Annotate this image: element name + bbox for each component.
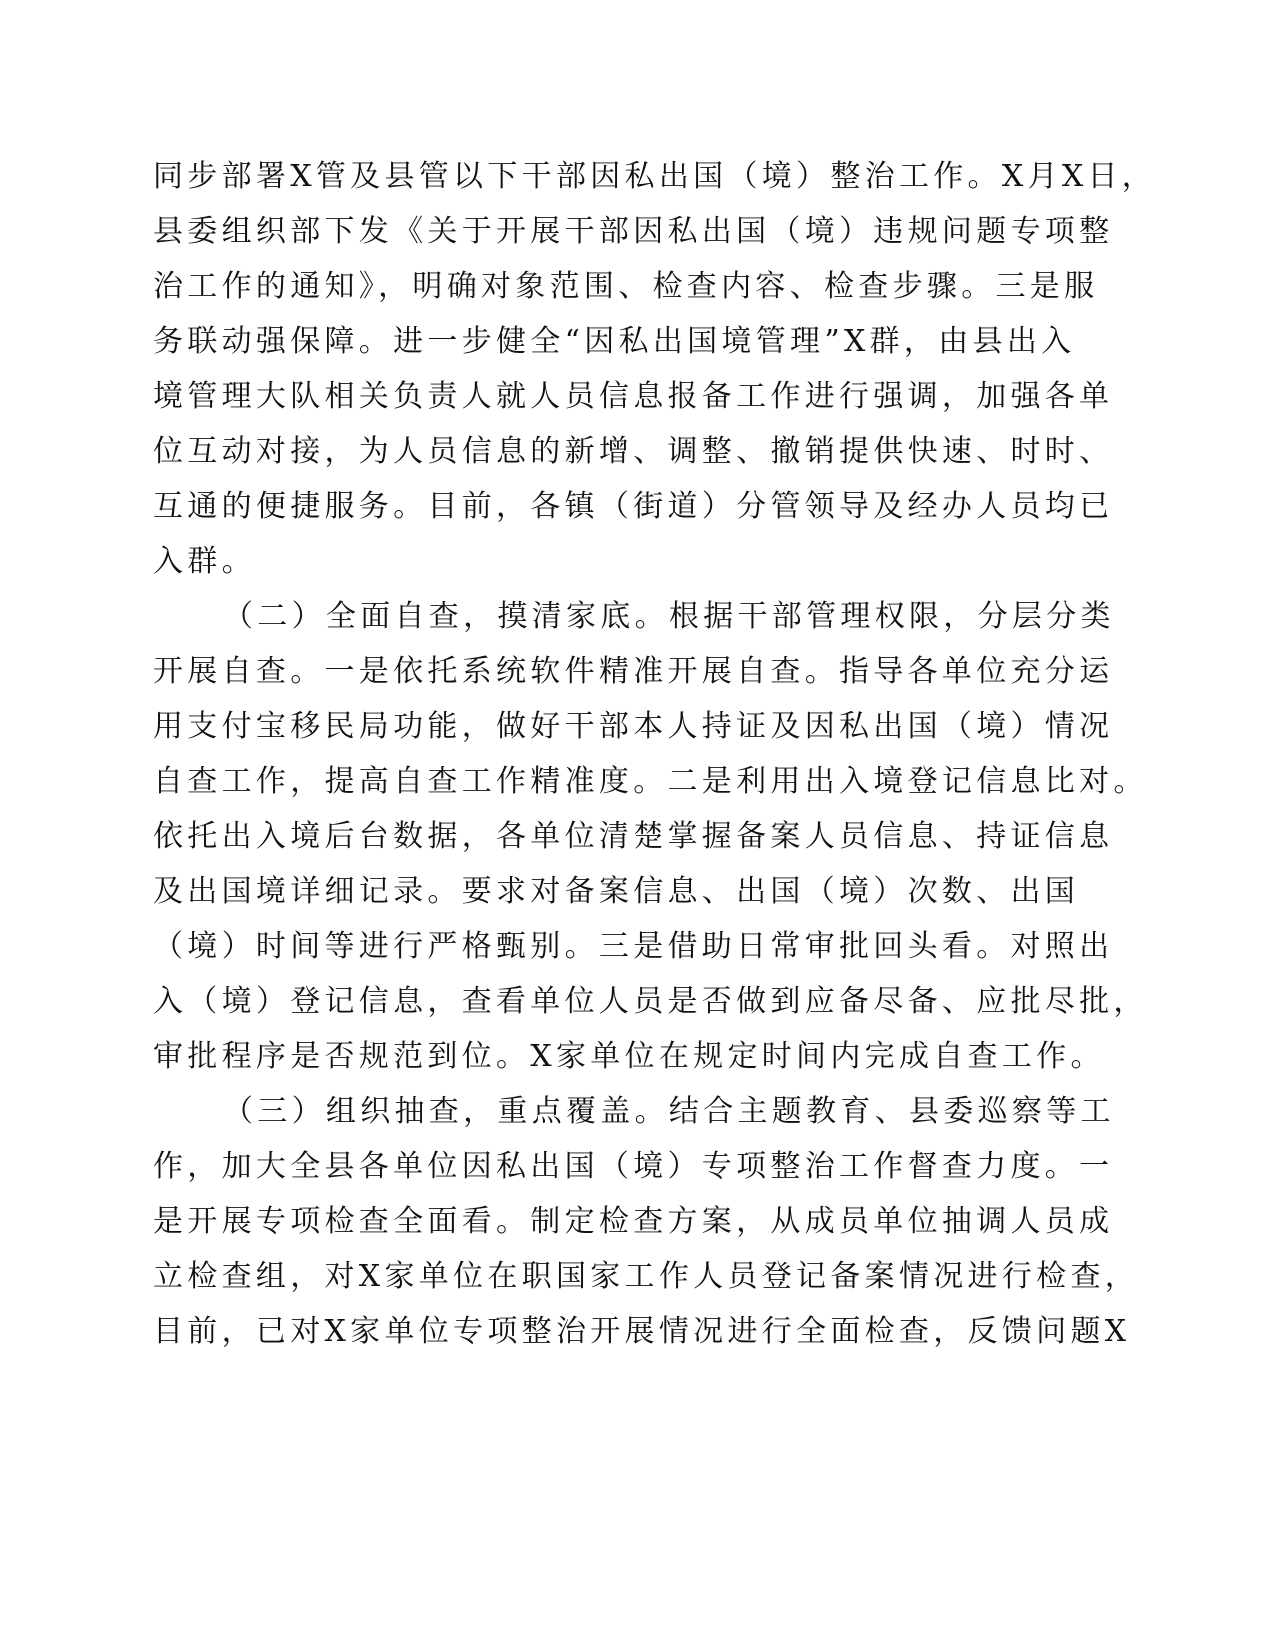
text-line: 境管理大队相关负责人就人员信息报备工作进行强调，加强各单 <box>153 379 1114 414</box>
text-line: 作，加大全县各单位因私出国（境）专项整治工作督查力度。一 <box>153 1149 1114 1184</box>
text-line: 目前，已对X家单位专项整治开展情况进行全面检查，反馈问题X <box>153 1314 1131 1349</box>
section-heading-line: （三）组织抽查，重点覆盖。结合主题教育、县委巡察等工 <box>223 1094 1115 1129</box>
text-line: 依托出入境后台数据，各单位清楚掌握备案人员信息、持证信息 <box>153 819 1114 854</box>
text-line: 同步部署X管及县管以下干部因私出国（境）整治工作。X月X日， <box>153 159 1157 194</box>
text-line: 互通的便捷服务。目前，各镇（街道）分管领导及经办人员均已 <box>153 489 1114 524</box>
text-line: 立检查组，对X家单位在职国家工作人员登记备案情况进行检查， <box>153 1259 1140 1294</box>
text-line: 入（境）登记信息，查看单位人员是否做到应备尽备、应批尽批， <box>153 984 1148 1019</box>
text-line: （境）时间等进行严格甄别。三是借助日常审批回头看。对照出 <box>153 929 1114 964</box>
text-line: 开展自查。一是依托系统软件精准开展自查。指导各单位充分运 <box>153 654 1114 689</box>
text-line: 自查工作，提高自查工作精准度。二是利用出入境登记信息比对。 <box>153 764 1148 799</box>
text-line: 是开展专项检查全面看。制定检查方案，从成员单位抽调人员成 <box>153 1204 1114 1239</box>
text-line: 及出国境详细记录。要求对备案信息、出国（境）次数、出国 <box>153 874 1080 909</box>
text-line: 位互动对接，为人员信息的新增、调整、撤销提供快速、时时、 <box>153 434 1114 469</box>
section-heading-line: （二）全面自查，摸清家底。根据干部管理权限，分层分类 <box>223 599 1115 634</box>
text-line: 县委组织部下发《关于开展干部因私出国（境）违规问题专项整 <box>153 214 1114 249</box>
text-line: 用支付宝移民局功能，做好干部本人持证及因私出国（境）情况 <box>153 709 1114 744</box>
text-line: 审批程序是否规范到位。X家单位在规定时间内完成自查工作。 <box>153 1039 1105 1074</box>
text-line: 务联动强保障。进一步健全“因私出国境管理”X群，由县出入 <box>153 324 1076 359</box>
text-line: 治工作的通知》，明确对象范围、检查内容、检查步骤。三是服 <box>153 269 1099 304</box>
text-line: 入群。 <box>153 544 256 579</box>
